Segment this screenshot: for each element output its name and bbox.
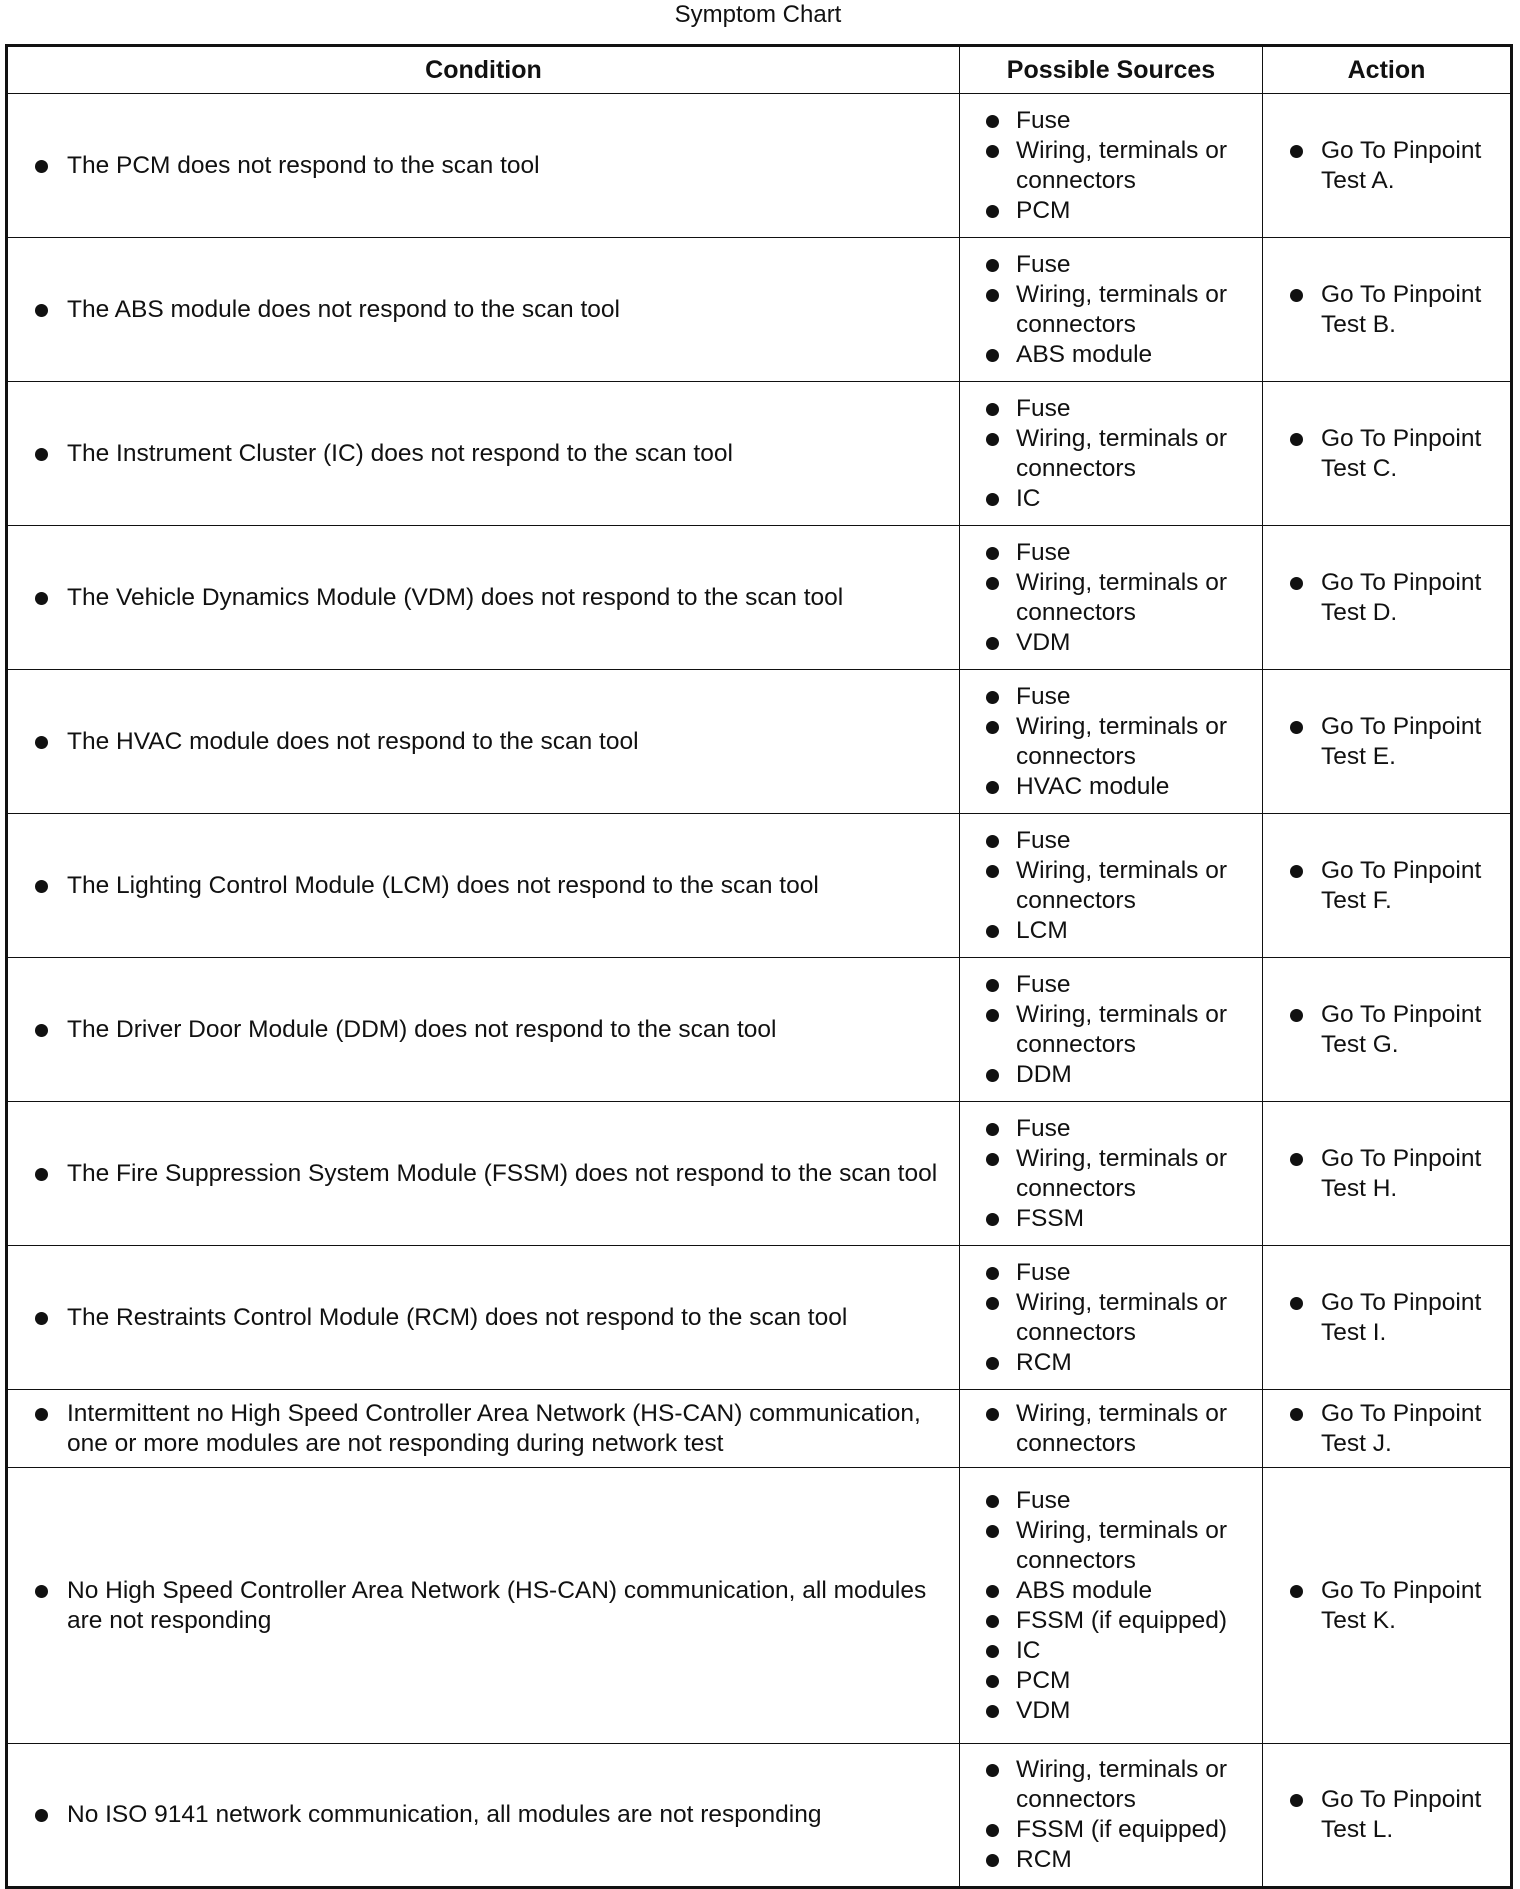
action-text: Go To Pinpoint Test A. bbox=[1263, 136, 1510, 196]
condition-list bbox=[8, 1015, 959, 1045]
condition-text: No High Speed Controller Area Network (HS-CAN) communication, all modules are not responding bbox=[8, 1576, 959, 1636]
action-list bbox=[1263, 1288, 1510, 1348]
chart-title: Symptom Chart bbox=[674, 1, 842, 28]
possible-sources-list bbox=[960, 682, 1262, 802]
action-list bbox=[1263, 712, 1510, 772]
possible-sources-cell bbox=[960, 1246, 1263, 1390]
possible-source-item: Wiring, terminals or connectors bbox=[960, 1516, 1262, 1576]
possible-sources-cell bbox=[960, 238, 1263, 382]
condition-list bbox=[8, 151, 959, 181]
table-row bbox=[7, 382, 1512, 526]
action-list bbox=[1263, 424, 1510, 484]
possible-sources-cell bbox=[960, 382, 1263, 526]
condition-cell bbox=[7, 382, 960, 526]
condition-list bbox=[8, 871, 959, 901]
condition-list bbox=[8, 295, 959, 325]
action-list bbox=[1263, 856, 1510, 916]
possible-source-item: HVAC module bbox=[960, 772, 1262, 802]
possible-source-item: Wiring, terminals or connectors bbox=[960, 424, 1262, 484]
condition-cell bbox=[7, 1246, 960, 1390]
condition-cell bbox=[7, 1744, 960, 1888]
table-row bbox=[7, 94, 1512, 238]
table-row bbox=[7, 238, 1512, 382]
action-cell bbox=[1263, 1468, 1512, 1744]
action-text: Go To Pinpoint Test B. bbox=[1263, 280, 1510, 340]
action-list bbox=[1263, 136, 1510, 196]
possible-source-item: Fuse bbox=[960, 970, 1262, 1000]
action-text: Go To Pinpoint Test G. bbox=[1263, 1000, 1510, 1060]
possible-source-item: Wiring, terminals or connectors bbox=[960, 1000, 1262, 1060]
possible-source-item: Fuse bbox=[960, 826, 1262, 856]
possible-source-item: Fuse bbox=[960, 1258, 1262, 1288]
action-list bbox=[1263, 280, 1510, 340]
action-text: Go To Pinpoint Test D. bbox=[1263, 568, 1510, 628]
possible-source-item: IC bbox=[960, 1636, 1262, 1666]
condition-cell bbox=[7, 526, 960, 670]
condition-cell bbox=[7, 958, 960, 1102]
condition-list bbox=[8, 1303, 959, 1333]
possible-sources-cell bbox=[960, 94, 1263, 238]
condition-text: The Lighting Control Module (LCM) does not respond to the scan tool bbox=[8, 871, 959, 901]
action-text: Go To Pinpoint Test L. bbox=[1263, 1785, 1510, 1845]
possible-source-item: ABS module bbox=[960, 340, 1262, 370]
possible-sources-list bbox=[960, 394, 1262, 514]
action-text: Go To Pinpoint Test I. bbox=[1263, 1288, 1510, 1348]
possible-sources-list bbox=[960, 1258, 1262, 1378]
possible-source-item: Wiring, terminals or connectors bbox=[960, 136, 1262, 196]
possible-sources-cell bbox=[960, 1468, 1263, 1744]
possible-source-item: Wiring, terminals or connectors bbox=[960, 1288, 1262, 1348]
action-cell bbox=[1263, 670, 1512, 814]
action-cell bbox=[1263, 382, 1512, 526]
condition-list bbox=[8, 727, 959, 757]
possible-source-item: VDM bbox=[960, 1696, 1262, 1726]
table-row bbox=[7, 1102, 1512, 1246]
possible-source-item: Fuse bbox=[960, 1486, 1262, 1516]
table-row bbox=[7, 1744, 1512, 1888]
possible-sources-cell bbox=[960, 814, 1263, 958]
possible-source-item: PCM bbox=[960, 196, 1262, 226]
condition-list bbox=[8, 1159, 959, 1189]
action-cell bbox=[1263, 1246, 1512, 1390]
header-condition: Condition bbox=[7, 46, 960, 94]
possible-sources-list bbox=[960, 1399, 1262, 1459]
condition-text: No ISO 9141 network communication, all modules are not responding bbox=[8, 1800, 959, 1830]
condition-list bbox=[8, 583, 959, 613]
possible-source-item: RCM bbox=[960, 1845, 1262, 1875]
possible-sources-list bbox=[960, 250, 1262, 370]
possible-source-item: Wiring, terminals or connectors bbox=[960, 1755, 1262, 1815]
possible-sources-cell bbox=[960, 1744, 1263, 1888]
possible-source-item: Wiring, terminals or connectors bbox=[960, 280, 1262, 340]
possible-sources-list bbox=[960, 970, 1262, 1090]
condition-cell bbox=[7, 238, 960, 382]
condition-text: Intermittent no High Speed Controller Area Network (HS-CAN) communication, one or more modules are not responding during network test bbox=[8, 1399, 959, 1459]
condition-cell bbox=[7, 814, 960, 958]
possible-sources-cell bbox=[960, 958, 1263, 1102]
possible-source-item: RCM bbox=[960, 1348, 1262, 1378]
action-text: Go To Pinpoint Test K. bbox=[1263, 1576, 1510, 1636]
possible-source-item: Wiring, terminals or connectors bbox=[960, 856, 1262, 916]
action-cell bbox=[1263, 958, 1512, 1102]
action-cell bbox=[1263, 814, 1512, 958]
header-possible-sources: Possible Sources bbox=[960, 46, 1263, 94]
possible-source-item: Fuse bbox=[960, 1114, 1262, 1144]
condition-cell bbox=[7, 1390, 960, 1468]
header-row bbox=[7, 46, 1512, 94]
table-row bbox=[7, 670, 1512, 814]
possible-sources-list bbox=[960, 826, 1262, 946]
condition-text: The Restraints Control Module (RCM) does not respond to the scan tool bbox=[8, 1303, 959, 1333]
possible-sources-list bbox=[960, 106, 1262, 226]
possible-sources-cell bbox=[960, 670, 1263, 814]
table-row bbox=[7, 1246, 1512, 1390]
possible-source-item: Wiring, terminals or connectors bbox=[960, 1399, 1262, 1459]
possible-source-item: Fuse bbox=[960, 250, 1262, 280]
condition-list bbox=[8, 1800, 959, 1830]
possible-sources-list bbox=[960, 1486, 1262, 1726]
symptom-table bbox=[5, 44, 1513, 1889]
condition-cell bbox=[7, 1102, 960, 1246]
condition-text: The Driver Door Module (DDM) does not respond to the scan tool bbox=[8, 1015, 959, 1045]
action-cell bbox=[1263, 526, 1512, 670]
possible-source-item: ABS module bbox=[960, 1576, 1262, 1606]
possible-source-item: Fuse bbox=[960, 106, 1262, 136]
action-text: Go To Pinpoint Test H. bbox=[1263, 1144, 1510, 1204]
possible-source-item: FSSM (if equipped) bbox=[960, 1606, 1262, 1636]
possible-sources-list bbox=[960, 1755, 1262, 1875]
action-cell bbox=[1263, 1390, 1512, 1468]
table-row bbox=[7, 1468, 1512, 1744]
possible-sources-list bbox=[960, 538, 1262, 658]
possible-source-item: IC bbox=[960, 484, 1262, 514]
action-list bbox=[1263, 1576, 1510, 1636]
possible-sources-cell bbox=[960, 1390, 1263, 1468]
possible-source-item: LCM bbox=[960, 916, 1262, 946]
possible-source-item: FSSM (if equipped) bbox=[960, 1815, 1262, 1845]
header-action: Action bbox=[1263, 46, 1512, 94]
table-row bbox=[7, 958, 1512, 1102]
condition-text: The Instrument Cluster (IC) does not respond to the scan tool bbox=[8, 439, 959, 469]
action-cell bbox=[1263, 238, 1512, 382]
condition-text: The HVAC module does not respond to the scan tool bbox=[8, 727, 959, 757]
condition-text: The Fire Suppression System Module (FSSM) does not respond to the scan tool bbox=[8, 1159, 959, 1189]
condition-text: The ABS module does not respond to the scan tool bbox=[8, 295, 959, 325]
condition-list bbox=[8, 439, 959, 469]
condition-list bbox=[8, 1399, 959, 1459]
possible-source-item: Wiring, terminals or connectors bbox=[960, 568, 1262, 628]
table-row bbox=[7, 814, 1512, 958]
action-text: Go To Pinpoint Test E. bbox=[1263, 712, 1510, 772]
action-text: Go To Pinpoint Test F. bbox=[1263, 856, 1510, 916]
possible-sources-list bbox=[960, 1114, 1262, 1234]
condition-text: The Vehicle Dynamics Module (VDM) does not respond to the scan tool bbox=[8, 583, 959, 613]
possible-source-item: VDM bbox=[960, 628, 1262, 658]
condition-cell bbox=[7, 670, 960, 814]
possible-sources-cell bbox=[960, 526, 1263, 670]
condition-cell bbox=[7, 1468, 960, 1744]
condition-cell bbox=[7, 94, 960, 238]
table-row bbox=[7, 1390, 1512, 1468]
possible-source-item: DDM bbox=[960, 1060, 1262, 1090]
possible-source-item: FSSM bbox=[960, 1204, 1262, 1234]
action-list bbox=[1263, 1399, 1510, 1459]
condition-list bbox=[8, 1576, 959, 1636]
action-cell bbox=[1263, 1744, 1512, 1888]
possible-source-item: Wiring, terminals or connectors bbox=[960, 1144, 1262, 1204]
table-row bbox=[7, 526, 1512, 670]
action-list bbox=[1263, 1000, 1510, 1060]
action-list bbox=[1263, 568, 1510, 628]
action-text: Go To Pinpoint Test J. bbox=[1263, 1399, 1510, 1459]
table-body bbox=[7, 94, 1512, 1888]
action-list bbox=[1263, 1144, 1510, 1204]
action-cell bbox=[1263, 94, 1512, 238]
action-text: Go To Pinpoint Test C. bbox=[1263, 424, 1510, 484]
action-cell bbox=[1263, 1102, 1512, 1246]
possible-source-item: Fuse bbox=[960, 682, 1262, 712]
possible-sources-cell bbox=[960, 1102, 1263, 1246]
possible-source-item: Fuse bbox=[960, 538, 1262, 568]
possible-source-item: Wiring, terminals or connectors bbox=[960, 712, 1262, 772]
possible-source-item: PCM bbox=[960, 1666, 1262, 1696]
possible-source-item: Fuse bbox=[960, 394, 1262, 424]
action-list bbox=[1263, 1785, 1510, 1845]
condition-text: The PCM does not respond to the scan tool bbox=[8, 151, 959, 181]
